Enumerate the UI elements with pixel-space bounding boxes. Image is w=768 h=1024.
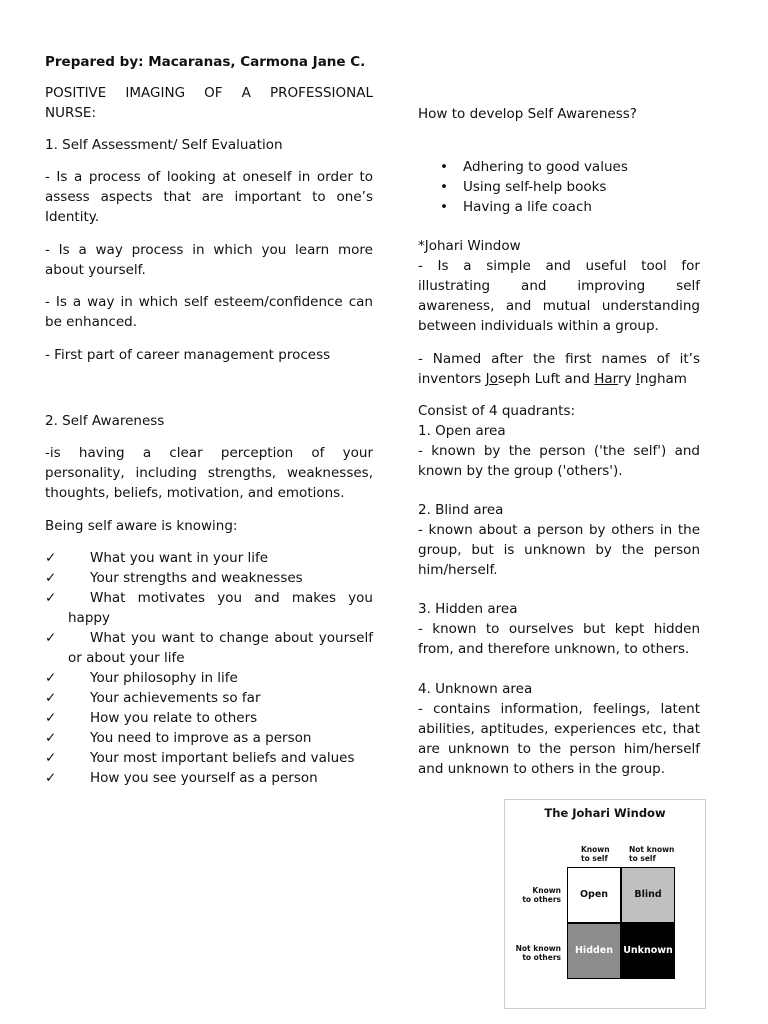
row-header-known-to-others: Known to others (522, 886, 561, 904)
quadrant-title: 3. Hidden area (418, 601, 518, 617)
named-after-paragraph: - Named after the first names of it’s inventors Joseph Luft and Harry Ingham (418, 351, 700, 387)
list-item: ✓ Your philosophy in life (45, 670, 238, 686)
list-item: ✓ How you see yourself as a person (45, 770, 318, 786)
checkmark-icon: ✓ (45, 550, 57, 566)
johari-description: - Is a simple and useful tool for illustrating and improving self awareness, and mutual understanding between individuals within a group. (418, 258, 700, 334)
section-question: How to develop Self Awareness? (418, 106, 637, 122)
quadrant-title: 1. Open area (418, 423, 506, 439)
section-1-paragraph: - Is a way process in which you learn more about yourself. (45, 242, 373, 278)
column-header-known-to-self: Known to self (581, 845, 610, 863)
title-line-2: NURSE: (45, 105, 97, 121)
section-1-heading: 1. Self Assessment/ Self Evaluation (45, 137, 283, 153)
quadrant-description: - known by the person ('the self') and known by the group ('others'). (418, 443, 700, 479)
quadrants-intro: Consist of 4 quadrants: (418, 403, 576, 419)
list-item: ✓ Your most important beliefs and values (45, 750, 355, 766)
quadrant-description: - contains information, feelings, latent abilities, aptitudes, experiences etc, that are unknown to the person him/herself and unknown to others in the group. (418, 701, 700, 777)
quadrant-open: Open (567, 867, 621, 923)
checkmark-icon: ✓ (45, 670, 57, 686)
checkmark-icon: ✓ (45, 710, 57, 726)
checkmark-icon: ✓ (45, 570, 57, 586)
quadrant-title: 2. Blind area (418, 502, 504, 518)
list-item: • Having a life coach (440, 199, 592, 215)
section-1-paragraph: - Is a process of looking at oneself in order to assess aspects that are important to one’s Identity. (45, 169, 373, 225)
list-item: ✓ Your achievements so far (45, 690, 261, 706)
quadrant-title: 4. Unknown area (418, 681, 533, 697)
checkmark-icon: ✓ (45, 730, 57, 746)
checkmark-icon: ✓ (45, 750, 57, 766)
bullet-list (418, 157, 700, 217)
checkmark-icon: ✓ (45, 770, 57, 786)
list-item: ✓ You need to improve as a person (45, 730, 312, 746)
list-item: ✓ What you want in your life (45, 550, 269, 566)
quadrant-unknown: Unknown (621, 923, 675, 979)
johari-heading: *Johari Window (418, 238, 521, 254)
section-1-paragraph: - Is a way in which self esteem/confidence can be enhanced. (45, 294, 373, 330)
list-item: • Adhering to good values (440, 159, 628, 175)
figure-title: The Johari Window (544, 806, 666, 820)
document-title (45, 83, 373, 123)
checkmark-icon: ✓ (45, 590, 57, 606)
self-aware-checklist (45, 548, 373, 788)
section-1-paragraph: - First part of career management process (45, 347, 331, 363)
prepared-by: Prepared by: Macaranas, Carmona Jane C. (45, 54, 366, 70)
quadrant-blind: Blind (621, 867, 675, 923)
section-2-heading: 2. Self Awareness (45, 413, 165, 429)
quadrant-description: - known to ourselves but kept hidden from, and therefore unknown, to others. (418, 621, 700, 657)
checkmark-icon: ✓ (45, 630, 57, 646)
johari-window-figure (504, 799, 706, 1009)
list-item: ✓ How you relate to others (45, 710, 258, 726)
list-item: ✓ Your strengths and weaknesses (45, 570, 303, 586)
checkmark-icon: ✓ (45, 690, 57, 706)
quadrant-description: - known about a person by others in the group, but is unknown by the person him/herself. (418, 522, 700, 578)
list-item: ✓ What you want to change about yourself or about your life (45, 630, 373, 666)
checklist-intro: Being self aware is knowing: (45, 518, 238, 534)
bullet-icon: • (440, 159, 448, 175)
section-2-paragraph: -is having a clear perception of your personality, including strengths, weaknesses, thoughts, beliefs, motivation, and emotions. (45, 445, 373, 501)
list-item: ✓ What motivates you and makes you happy (45, 590, 373, 626)
list-item: • Using self-help books (440, 179, 607, 195)
title-line-1: POSITIVE IMAGING OF A PROFESSIONAL (45, 85, 373, 101)
bullet-icon: • (440, 199, 448, 215)
quadrant-hidden: Hidden (567, 923, 621, 979)
column-header-not-known-to-self: Not known to self (629, 845, 675, 863)
row-header-not-known-to-others: Not known to others (515, 944, 561, 962)
bullet-icon: • (440, 179, 448, 195)
